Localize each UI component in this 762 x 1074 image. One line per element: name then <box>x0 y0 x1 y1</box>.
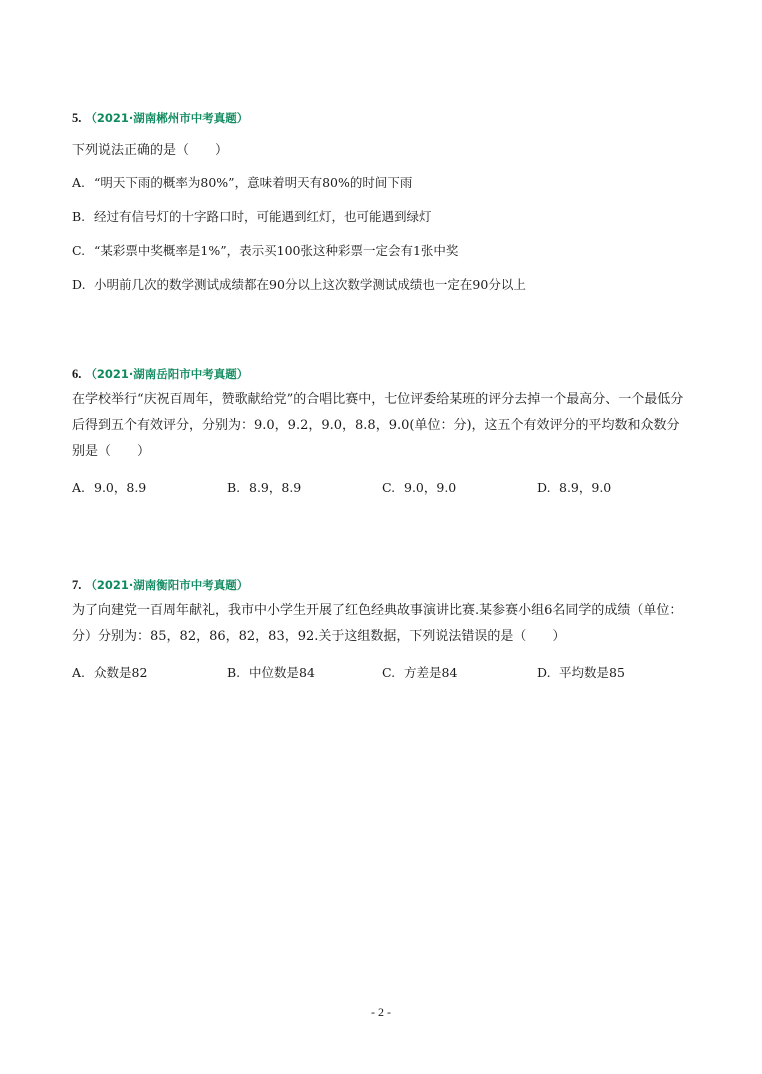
option-a <box>72 174 692 192</box>
option-letter: B. <box>72 209 86 224</box>
option-text: 众数是82 <box>94 665 148 680</box>
question-stem: 在学校举行“庆祝百周年，赞歌献给党”的合唱比赛中，七位评委给某班的评分去掉一个最高分、一个最低分后得到五个有效评分，分别为：9.0，9.2，9.0，8.8，9.0(单位：分)，这五个有效评分的平均数和众数分别是（ ） <box>72 392 684 459</box>
option-text: 9.0，9.0 <box>404 480 457 495</box>
option-d <box>537 479 611 497</box>
option-d <box>537 664 625 682</box>
option-letter: B. <box>227 665 241 680</box>
question-6 <box>72 366 692 497</box>
option-a <box>72 664 147 682</box>
option-b <box>72 208 692 226</box>
question-number: 5. <box>72 111 82 125</box>
option-c <box>382 479 456 497</box>
option-letter: D. <box>537 480 551 495</box>
option-d <box>72 276 692 294</box>
option-letter: C. <box>382 480 396 495</box>
option-text: 8.9，8.9 <box>249 480 302 495</box>
question-stem: 为了向建党一百周年献礼，我市中小学生开展了红色经典故事演讲比赛.某参赛小组6名同学的成绩（单位：分）分别为：85，82，86，82，83，92.关于这组数据，下列说法错误的是（ ） <box>72 603 683 644</box>
option-text: 小明前几次的数学测试成绩都在90分以上这次数学测试成绩也一定在90分以上 <box>94 277 526 292</box>
question-number: 7. <box>72 578 82 592</box>
option-letter: C. <box>72 243 86 258</box>
options-row <box>72 664 692 682</box>
question-source: （2021·湖南郴州市中考真题） <box>85 111 249 125</box>
option-text: 9.0，8.9 <box>94 480 147 495</box>
option-a <box>72 479 146 497</box>
question-header <box>72 110 692 126</box>
option-b <box>227 664 315 682</box>
page-number: - 2 - <box>371 1005 391 1019</box>
option-b <box>227 479 301 497</box>
options-row <box>72 479 692 497</box>
option-letter: B. <box>227 480 241 495</box>
option-text: 经过有信号灯的十字路口时，可能遇到红灯，也可能遇到绿灯 <box>94 209 432 224</box>
option-text: 方差是84 <box>404 665 458 680</box>
option-text: 中位数是84 <box>249 665 315 680</box>
question-header <box>72 366 692 382</box>
option-text: “某彩票中奖概率是1%”，表示买100张这种彩票一定会有1张中奖 <box>94 243 459 258</box>
option-text: 8.9，9.0 <box>559 480 612 495</box>
question-7 <box>72 577 692 682</box>
option-letter: D. <box>72 277 86 292</box>
option-letter: C. <box>382 665 396 680</box>
question-stem: 下列说法正确的是（ ） <box>72 143 229 158</box>
option-text: 平均数是85 <box>559 665 625 680</box>
question-5 <box>72 110 692 294</box>
option-letter: A. <box>72 665 86 680</box>
option-letter: D. <box>537 665 551 680</box>
question-source: （2021·湖南岳阳市中考真题） <box>85 367 249 381</box>
option-c <box>72 242 692 260</box>
question-source: （2021·湖南衡阳市中考真题） <box>85 578 249 592</box>
option-c <box>382 664 457 682</box>
option-letter: A. <box>72 175 86 190</box>
option-text: “明天下雨的概率为80%”，意味着明天有80%的时间下雨 <box>94 175 413 190</box>
option-letter: A. <box>72 480 86 495</box>
question-number: 6. <box>72 367 82 381</box>
question-header <box>72 577 692 593</box>
